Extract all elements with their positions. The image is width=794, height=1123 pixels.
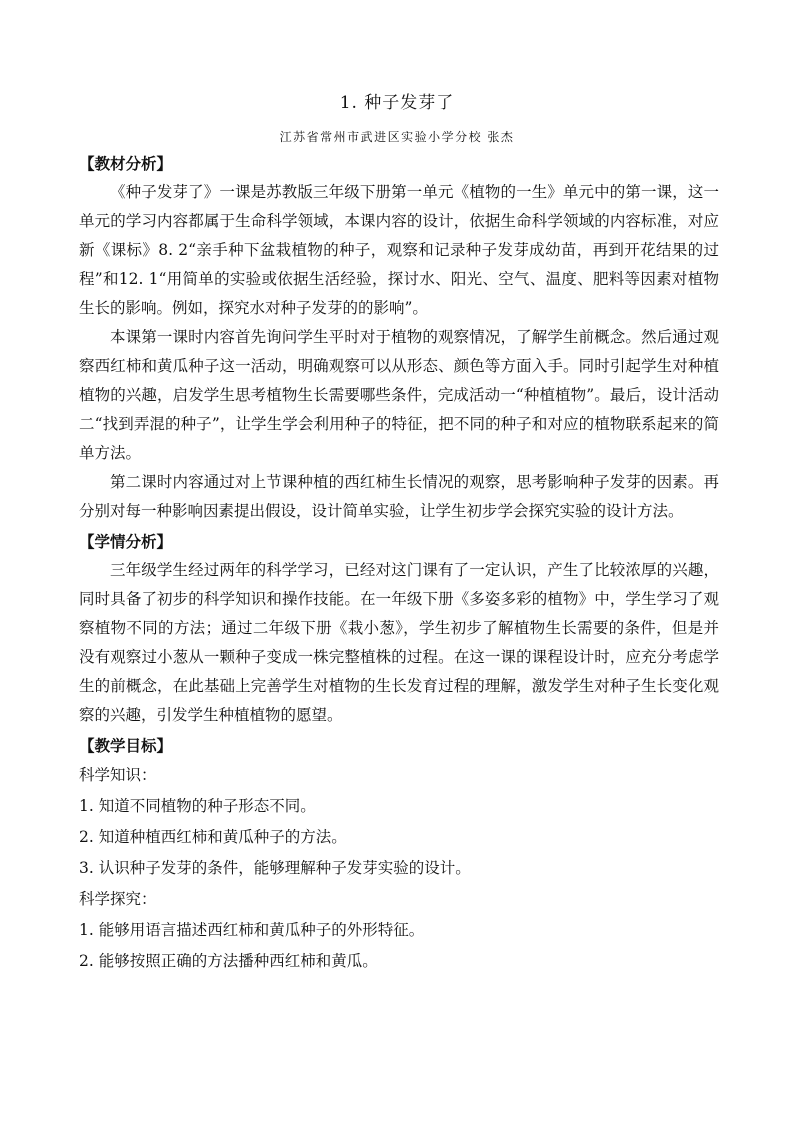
- list-item: 1. 能够用语言描述西红柿和黄瓜种子的外形特征。: [79, 921, 425, 939]
- paragraph: 《种子发芽了》一课是苏教版三年级下册第一单元《植物的一生》单元中的第一课，这一单元的学习内容都属于生命科学领域，本课内容的设计，依据生命科学领域的内容标准，对应新《课标》8. 2“亲手种下盆栽植物的种子，观察和记录种子发芽成幼苗，再到开花结果的过程”和12. 1“用简单的实验或依据生活经验，探讨水、阳光、空气、温度、肥料等因素对植物生长的影响。例如，探究水对种子发芽的的影响”。: [79, 183, 719, 317]
- subsection-label-inquiry: 科学探究：: [79, 890, 157, 908]
- list-item: 1. 知道不同植物的种子形态不同。: [79, 797, 316, 815]
- paragraph: 第二课时内容通过对上节课种植的西红柿生长情况的观察，思考影响种子发芽的因素。再分别对每一种影响因素提出假设，设计简单实验，让学生初步学会探究实验的设计方法。: [79, 473, 719, 520]
- section-heading-goals: 【教学目标】: [79, 736, 173, 755]
- author-line: 江苏省常州市武进区实验小学分校 张杰: [279, 130, 515, 144]
- document-body: [79, 150, 719, 977]
- list-item: 2. 知道种植西红柿和黄瓜种子的方法。: [79, 828, 347, 846]
- subsection-label-knowledge: 科学知识：: [79, 766, 157, 784]
- paragraph: 本课第一课时内容首先询问学生平时对于植物的观察情况，了解学生前概念。然后通过观察西红柿和黄瓜种子这一活动，明确观察可以从形态、颜色等方面入手。同时引起学生对种植植物的兴趣，启发学生思考植物生长需要哪些条件，完成活动一“种植植物”。最后，设计活动二“找到弄混的种子”，让学生学会利用种子的特征，把不同的种子和对应的植物联系起来的简单方法。: [79, 328, 719, 462]
- list-item: 3. 认识种子发芽的条件，能够理解种子发芽实验的设计。: [79, 859, 471, 877]
- paragraph: 三年级学生经过两年的科学学习，已经对这门课有了一定认识，产生了比较浓厚的兴趣，同时具备了初步的科学知识和操作技能。在一年级下册《多姿多彩的植物》中，学生学习了观察植物不同的方法；通过二年级下册《栽小葱》，学生初步了解植物生长需要的条件，但是并没有观察过小葱从一颗种子变成一株完整植株的过程。在这一课的课程设计时，应充分考虑学生的前概念，在此基础上完善学生对植物的生长发育过程的理解，激发学生对种子生长变化观察的兴趣，引发学生种植植物的愿望。: [79, 561, 719, 724]
- list-item: 2. 能够按照正确的方法播种西红柿和黄瓜。: [79, 952, 378, 970]
- section-heading-textbook: 【教材分析】: [79, 154, 173, 173]
- section-heading-learners: 【学情分析】: [79, 532, 173, 551]
- document-title: 1. 种子发芽了: [339, 93, 455, 113]
